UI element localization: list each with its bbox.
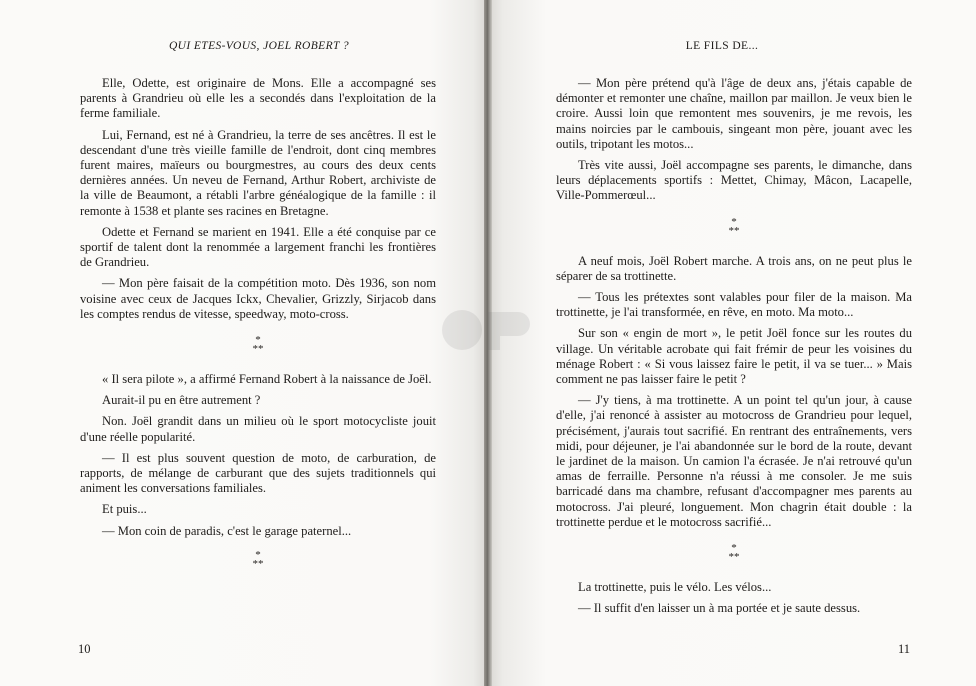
- separator-line: **: [252, 557, 264, 570]
- separator-line: **: [728, 224, 740, 237]
- paragraph: — Mon père faisait de la compétition moto. Dès 1936, son nom voisine avec ceux de Jacques Ickx, Chevalier, Grizzly, Sirjacob dans les comptes rendus de vitesse, speedway, moto-cross.: [80, 276, 436, 321]
- right-page: [488, 0, 976, 686]
- paragraph: Lui, Fernand, est né à Grandrieu, la terre de ses ancêtres. Il est le descendant d'une très vieille famille de l'endroit, dont cinq membres furent maires, maïeurs ou bourgmestres, au cours des deux cents dernières années. Un neveu de Fernand, Arthur Robert, archiviste de la ville de Beaumont, a rétabli l'arbre généalogique de la famille : il remonte à 1538 et plante ses racines en Bretagne.: [80, 127, 436, 218]
- paragraph: — J'y tiens, à ma trottinette. A un point tel qu'un jour, à cause d'elle, j'ai renoncé à assister au motocross de Grandrieu pour lequel, précisément, j'aurais tout sacrifié. En rentrant des entraînements, vers midi, pour déjeuner, je l'ai abandonnée sur le bord de la route, devant le jardinet de la maison. Un camion l'a écrasée. Je n'ai retrouvé qu'un amas de ferraille. Personne n'a réussi à me consoler. Je me suis barricadé dans ma chambre, refusant d'accompagner mes parents au motocross. J'ai pleuré, longuement. Mon chagrin était double : la trottinette perdue et le motocross sacrifié...: [556, 393, 912, 529]
- paragraph: La trottinette, puis le vélo. Les vélos...: [578, 580, 772, 595]
- page-number: 10: [78, 642, 91, 656]
- section-separator: [80, 336, 436, 354]
- separator-line: *: [731, 542, 737, 555]
- paragraph: Et puis...: [102, 502, 147, 517]
- right-page-body: [556, 76, 912, 622]
- right-page-header: LE FILS DE...: [685, 40, 759, 52]
- paragraph: Elle, Odette, est originaire de Mons. Elle a accompagné ses parents à Grandrieu où elle les a secondés dans l'exploitation de la ferme familiale.: [80, 76, 436, 121]
- paragraph: — Tous les prétextes sont valables pour filer de la maison. Ma trottinette, je l'ai transformée, en rêve, en moto. Ma moto...: [556, 290, 912, 320]
- section-separator: [556, 215, 912, 237]
- left-page-body: [80, 76, 436, 587]
- paragraph: A neuf mois, Joël Robert marche. A trois ans, on ne peut plus le séparer de sa trottinette.: [556, 253, 912, 283]
- separator-line: *: [731, 215, 737, 228]
- paragraph: Sur son « engin de mort », le petit Joël fonce sur les routes du village. Un véritable acrobate qui fait frémir de peur les voisines du ménage Robert : « Si vous laissez faire le petit, il va se tuer... » Mais comment ne pas laisser faire le petit ?: [556, 326, 912, 387]
- paragraph: — Il suffit d'en laisser un à ma portée et je saute dessus.: [578, 601, 861, 616]
- paragraph: « Il sera pilote », a affirmé Fernand Robert à la naissance de Joël.: [102, 372, 432, 387]
- left-page-header: QUI ETES-VOUS, JOEL ROBERT ?: [168, 40, 350, 52]
- paragraph: — Mon coin de paradis, c'est le garage paternel...: [102, 523, 352, 538]
- page-number: 11: [897, 642, 910, 656]
- paragraph: — Mon père prétend qu'à l'âge de deux ans, j'étais capable de démonter et remonter une chaîne, maillon par maillon. Je veux bien le croire. Aussi loin que remontent mes souvenirs, je me revois, les mains noircies par le cambouis, singeant mon père, jouant avec les outils, tripotant les motos...: [556, 76, 912, 151]
- separator-line: *: [255, 334, 261, 347]
- separator-line: *: [255, 548, 261, 561]
- paragraph: Aurait-il pu en être autrement ?: [102, 393, 261, 408]
- paragraph: Non. Joël grandit dans un milieu où le sport motocycliste jouit d'une réelle popularité.: [80, 414, 436, 444]
- paragraph: Très vite aussi, Joël accompagne ses parents, le dimanche, dans leurs déplacements sportifs : Mettet, Chimay, Mâcon, Lacapelle, Ville-Pommerœul...: [556, 158, 912, 203]
- section-separator: [80, 548, 436, 570]
- separator-line: **: [728, 551, 740, 564]
- section-separator: [556, 544, 912, 562]
- book-gutter: [484, 0, 492, 686]
- paragraph: — Il est plus souvent question de moto, de carburation, de rapports, de mélange de carburant que des sujets traditionnels qui animent les conversations familiales.: [80, 450, 436, 496]
- separator-line: **: [252, 343, 264, 356]
- paragraph: Odette et Fernand se marient en 1941. Elle a été conquise par ce sportif de talent dont la renommée a largement franchi les frontières de Grandrieu.: [80, 224, 436, 270]
